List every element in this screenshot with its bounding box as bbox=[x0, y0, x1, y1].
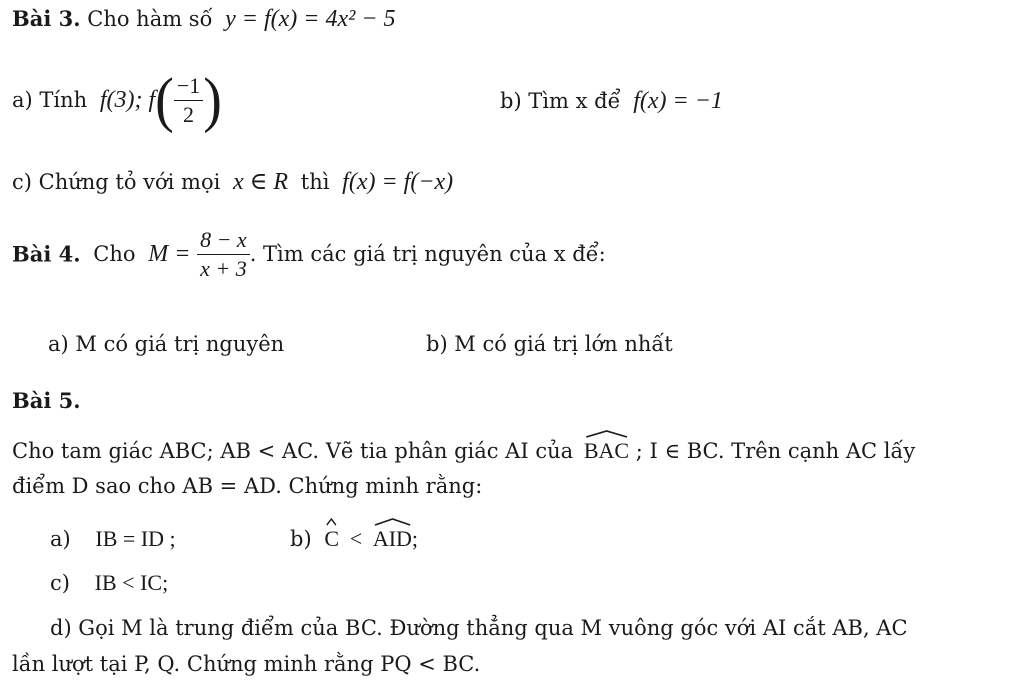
fraction-numerator: 8 − x bbox=[197, 226, 250, 255]
bai5-part-a bbox=[50, 526, 176, 552]
fraction-denominator: 2 bbox=[183, 101, 195, 127]
bai3-part-a-label: a) Tính bbox=[12, 88, 88, 112]
bai3-header-line bbox=[12, 6, 396, 33]
angle-hat-icon bbox=[326, 518, 337, 526]
angle-bac bbox=[584, 438, 629, 464]
bai3-part-b-label: b) Tìm x để bbox=[500, 89, 621, 113]
bai5-line2: điểm D sao cho AB = AD. Chứng minh rằng: bbox=[12, 474, 483, 498]
bai3-part-c-set: x ∈ R bbox=[233, 169, 289, 195]
bai5-title: Bài 5. bbox=[12, 388, 81, 413]
bai5-part-a-label: a) bbox=[50, 527, 71, 551]
bai3-part-b-expr: f(x) = −1 bbox=[633, 88, 723, 114]
bai3-part-c-expr: f(x) = f(−x) bbox=[342, 169, 454, 195]
less-than-sign: < bbox=[349, 526, 363, 551]
bai5-line1 bbox=[12, 438, 915, 464]
angle-hat-icon bbox=[373, 518, 412, 526]
angle-aid-text: AID bbox=[372, 526, 412, 551]
angle-aid bbox=[373, 526, 412, 552]
bai4-part-b: b) M có giá trị lớn nhất bbox=[426, 332, 673, 356]
bai3-part-c-mid: thì bbox=[300, 170, 330, 194]
bai4-intro: Cho bbox=[93, 242, 136, 266]
bai3-part-b bbox=[500, 88, 723, 115]
bai4-fraction bbox=[197, 226, 250, 282]
left-paren: ( bbox=[155, 65, 174, 135]
bai4-part-a: a) M có giá trị nguyên bbox=[48, 332, 285, 356]
bai3-part-c bbox=[12, 167, 453, 196]
bai3-title: Bài 3. bbox=[12, 6, 81, 31]
bai5-part-c-label: c) bbox=[50, 571, 70, 595]
bai5-part-b-label: b) bbox=[290, 527, 312, 551]
bai3-part-c-label: c) Chứng tỏ với mọi bbox=[12, 170, 221, 194]
bai3-function-def: y = f(x) = 4x² − 5 bbox=[225, 6, 396, 32]
bai3-intro: Cho hàm số bbox=[87, 7, 213, 31]
bai5-part-b bbox=[290, 526, 418, 552]
bai3-part-a-fraction bbox=[174, 72, 203, 128]
bai5-part-c bbox=[50, 570, 168, 596]
fraction-denominator: x + 3 bbox=[200, 255, 247, 281]
bai5-part-c-expr: IB < IC; bbox=[94, 570, 169, 595]
bai4-header-line bbox=[12, 226, 606, 296]
bai4-tail: . Tìm các giá trị nguyên của x để: bbox=[249, 242, 606, 266]
bai4-title: Bài 4. bbox=[12, 241, 81, 267]
angle-hat-icon bbox=[584, 430, 629, 438]
angle-c bbox=[324, 526, 339, 552]
fraction-numerator: −1 bbox=[174, 72, 203, 101]
right-paren: ) bbox=[203, 65, 222, 135]
bai5-line1-b: ; I ∈ BC. Trên cạnh AC lấy bbox=[635, 439, 916, 463]
bai3-part-a bbox=[12, 65, 222, 142]
angle-c-text: C bbox=[324, 526, 340, 551]
bai5-part-d-line1: d) Gọi M là trung điểm của BC. Đường thẳng qua M vuông góc với AI cắt AB, AC bbox=[50, 616, 908, 640]
bai4-m-lhs: M = bbox=[148, 240, 191, 267]
bai5-part-b-end: ; bbox=[411, 526, 419, 551]
bai5-part-d-line2: lần lượt tại P, Q. Chứng minh rằng PQ < BC. bbox=[12, 652, 481, 676]
bai5-line1-a: Cho tam giác ABC; AB < AC. Vẽ tia phân giác AI của bbox=[12, 439, 574, 463]
angle-bac-text: BAC bbox=[583, 438, 630, 463]
bai3-part-a-expr: f(3); f bbox=[99, 86, 156, 113]
bai5-part-a-expr: IB = ID ; bbox=[95, 526, 176, 551]
